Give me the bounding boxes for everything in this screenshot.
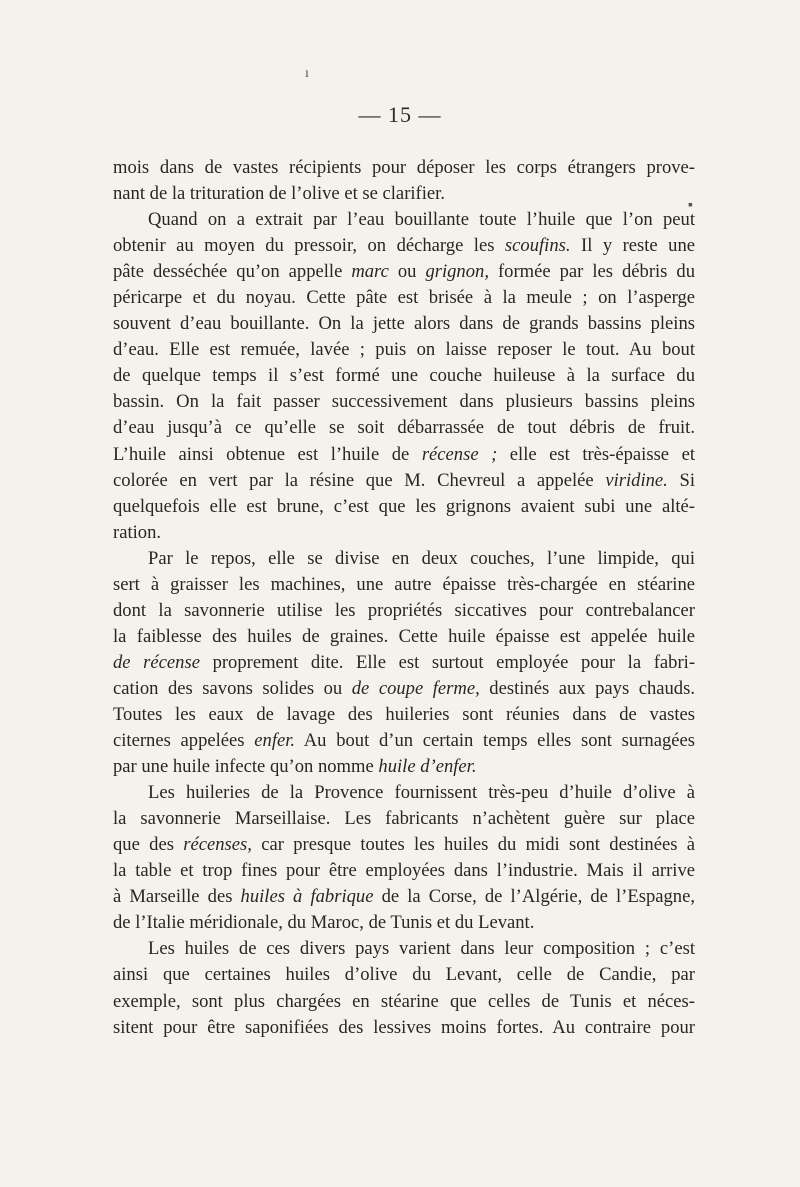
text-line [113,155,695,181]
text-run: que des [113,834,184,856]
text-line [113,884,695,910]
text-run: la faiblesse des huiles de graines. Cette huile épaisse est appelée huile [113,625,695,647]
text-line [113,936,695,962]
text-run: Il y reste une [570,235,695,257]
text-line [113,363,695,389]
text-line [113,259,695,285]
text-line [113,989,695,1015]
text-run: elle est très-épaisse et [497,443,695,465]
text-run: Les huiles de ces divers pays varient dans leur composition ; c’est [148,938,695,960]
paper-speck: ▪ [688,198,693,213]
text-line [113,285,695,311]
text-line [113,468,695,494]
italic-text: huiles à fabrique [240,886,374,908]
text-run: mois dans de vastes récipients pour déposer les corps étrangers prove- [113,157,695,178]
text-run: sert à graisser les machines, une autre épaisse très-chargée en stéarine [113,573,695,595]
text-run: L’huile ainsi obtenue est l’huile de [113,443,422,465]
text-run: cation des savons solides ou [113,677,352,699]
text-run: ou [388,261,426,283]
text-run: formée par les débris du [488,261,696,283]
text-line [113,442,695,468]
text-line [113,780,695,806]
italic-text: marc [351,261,389,283]
text-line [113,754,695,780]
text-run: la table et trop fines pour être employées dans l’industrie. Mais il arrive [113,860,695,882]
text-line [113,494,695,520]
text-run: de quelque temps il s’est formé une couche huileuse à la surface du [113,365,695,387]
text-line [113,415,695,441]
text-run: d’eau jusqu’à ce qu’elle se soit débarrassée de tout débris de fruit. [113,417,695,439]
text-run: sitent pour être saponifiées des lessives moins fortes. Au contraire pour [113,1016,695,1038]
text-run: quelquefois elle est brune, c’est que les grignons avaient subi une alté- [113,495,695,517]
text-line [113,520,695,546]
text-line [113,181,695,207]
text-run: souvent d’eau bouillante. On la jette alors dans de grands bassins pleins [113,313,695,335]
text-run: exemple, sont plus chargées en stéarine que celles de Tunis et néces- [113,990,695,1012]
text-line [113,337,695,363]
text-run: obtenir au moyen du pressoir, on décharge les [113,235,505,257]
text-run: colorée en vert par la résine que M. Chevreul a appelée [113,469,606,491]
text-line [113,1015,695,1041]
text-run: ration. [113,521,162,543]
text-run: proprement dite. Elle est surtout employée pour la fabri- [199,651,696,673]
text-run: la savonnerie Marseillaise. Les fabricants n’achètent guère sur place [113,808,695,830]
text-run: Au bout d’un certain temps elles sont surnagées [295,730,696,752]
text-line [113,207,695,233]
text-line [113,598,695,624]
text-run: nant de la trituration de l’olive et se clarifier. [113,183,445,205]
text-line [113,572,695,598]
text-run: Par le repos, elle se divise en deux couches, l’une limpide, qui [148,547,695,569]
text-run: citernes appelées [113,730,255,752]
text-line [113,962,695,988]
text-run: Si [667,469,695,491]
paper-speck: ı [305,66,309,81]
text-run: Les huileries de la Provence fournissent très-peu d’huile d’olive à [148,782,695,804]
text-run: péricarpe et du noyau. Cette pâte est brisée à la meule ; on l’asperge [113,287,695,309]
body-text [113,155,695,1041]
text-line [113,702,695,728]
text-run: Quand on a extrait par l’eau bouillante toute l’huile que l’on peut [148,209,695,231]
text-line [113,389,695,415]
text-run: dont la savonnerie utilise les propriétés siccatives pour contrebalancer [113,599,695,621]
italic-text: récenses, [183,834,252,856]
text-line [113,806,695,832]
text-line [113,728,695,754]
text-run: à Marseille des [113,886,241,908]
text-line [113,858,695,884]
italic-text: de coupe ferme, [351,677,480,699]
text-run: car presque toutes les huiles du midi sont destinées à [251,834,695,856]
italic-text: grignon, [425,261,489,283]
text-line [113,311,695,337]
italic-text: scoufins. [504,235,571,257]
text-run: destinés aux pays chauds. [479,677,695,699]
italic-text: de récense [113,651,200,673]
text-run: ainsi que certaines huiles d’olive du Levant, celle de Candie, par [113,964,695,986]
text-line [113,910,695,936]
text-line [113,832,695,858]
italic-text: huile d’enfer. [378,756,477,778]
text-run: d’eau. Elle est remuée, lavée ; puis on laisse reposer le tout. Au bout [113,339,695,361]
text-line [113,546,695,572]
italic-text: enfer. [254,730,296,752]
text-run: de la Corse, de l’Algérie, de l’Espagne, [373,886,695,908]
text-line [113,676,695,702]
text-run: de l’Italie méridionale, du Maroc, de Tunis et du Levant. [113,912,535,934]
italic-text: viridine. [605,469,668,491]
text-line [113,233,695,259]
text-run: par une huile infecte qu’on nomme [113,756,379,778]
italic-text: récense ; [421,443,498,465]
text-run: Toutes les eaux de lavage des huileries sont réunies dans de vastes [113,703,695,725]
page-number: — 15 — [358,102,442,127]
text-run: bassin. On la fait passer successivement dans plusieurs bassins pleins [113,391,695,413]
text-line [113,650,695,676]
text-line [113,624,695,650]
text-run: pâte desséchée qu’on appelle [113,261,352,283]
